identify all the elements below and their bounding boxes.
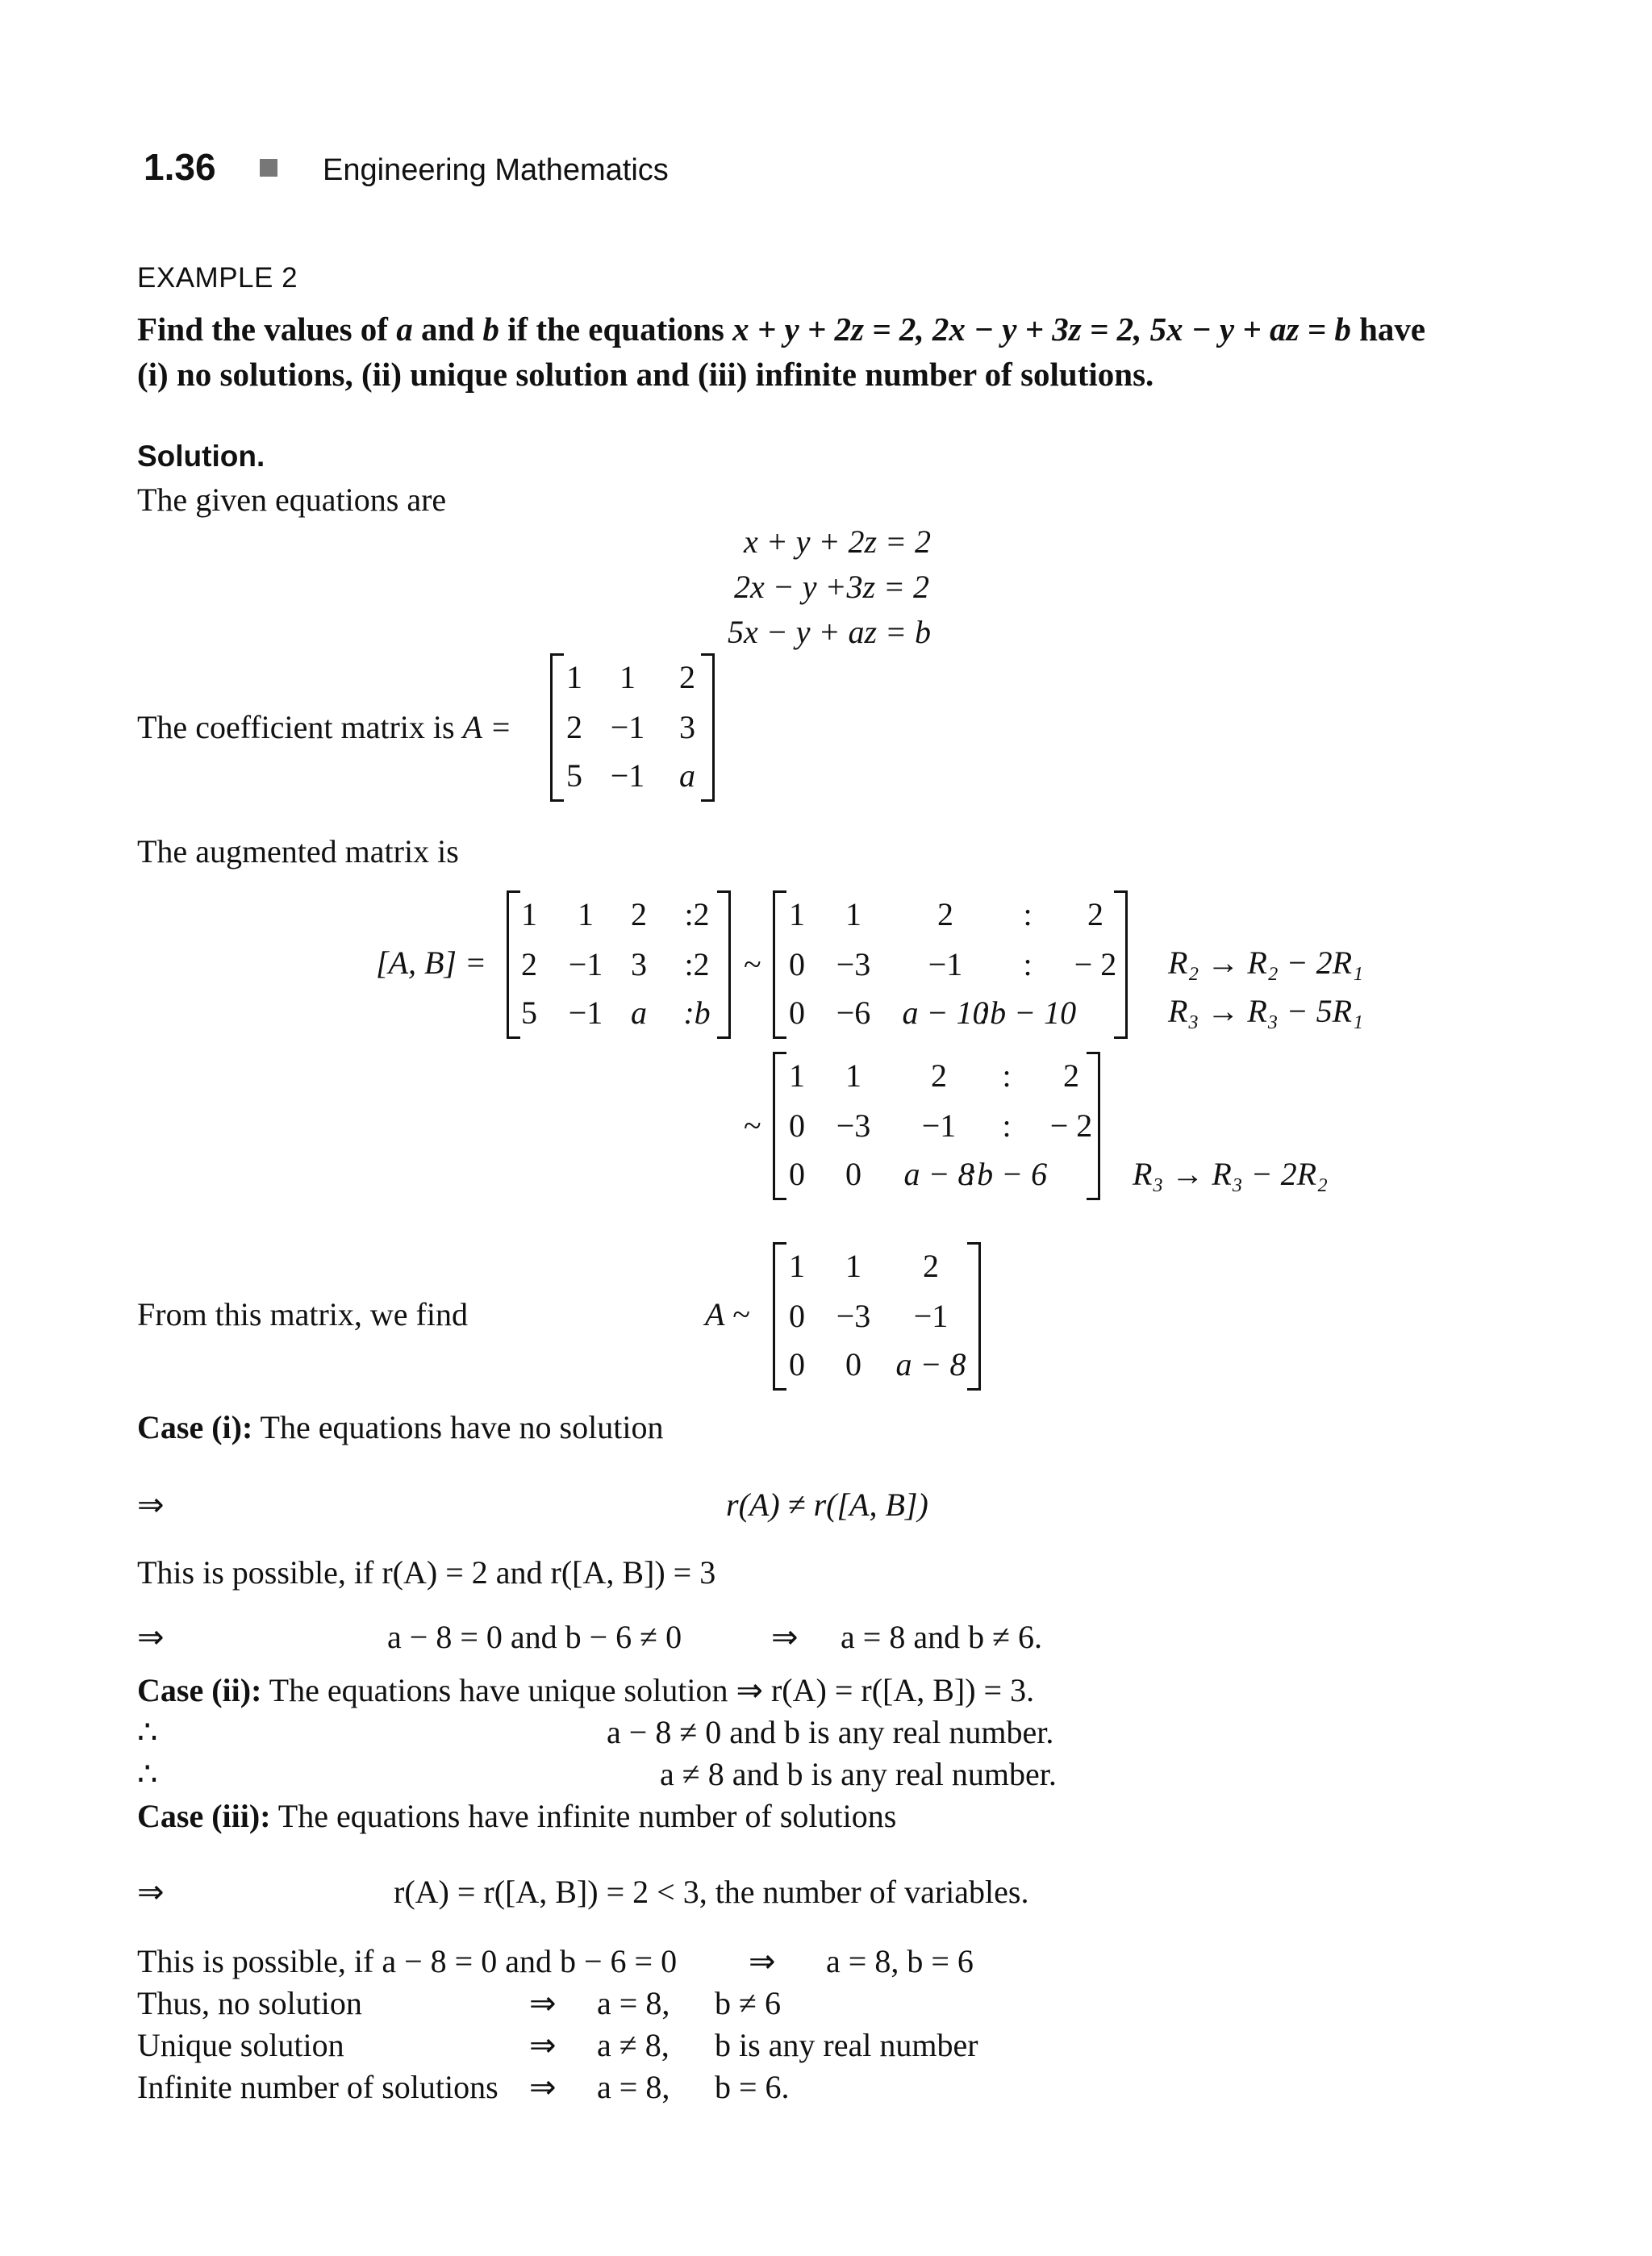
matrix-cell: : bbox=[1002, 1107, 1012, 1144]
matrix-cell: 0 bbox=[789, 1298, 805, 1334]
matrix-cell: a − 8 bbox=[903, 1156, 974, 1192]
matrix-cell: 2 bbox=[566, 709, 582, 745]
problem-line-1: Find the values of a and b if the equations x + y + 2z = 2, 2x − y + 3z = 2, 5x − y + az = b have bbox=[137, 311, 1426, 348]
matrix-cell: 3 bbox=[631, 946, 647, 982]
example-label: EXAMPLE 2 bbox=[137, 262, 298, 294]
matrix-cell: 5 bbox=[521, 995, 537, 1031]
matrix-cell: −3 bbox=[836, 1107, 871, 1144]
matrix-cell: 2 bbox=[679, 659, 695, 695]
matrix-cell: : bbox=[1023, 946, 1032, 982]
header-square-icon bbox=[260, 159, 277, 177]
case-3-result: a = 8, b = 6 bbox=[826, 1943, 974, 1979]
matrix-cell: 0 bbox=[789, 1346, 805, 1382]
matrix-cell: − 2 bbox=[1074, 946, 1117, 982]
matrix-cell: 2 bbox=[521, 946, 537, 982]
matrix-cell: 1 bbox=[789, 1057, 805, 1094]
row-operation-3: R₃ → R₃ − 2R₂ bbox=[1133, 1156, 1329, 1192]
reduced-matrix bbox=[773, 1242, 981, 1391]
matrix-cell: a bbox=[679, 757, 695, 794]
matrix-cell: 1 bbox=[566, 659, 582, 695]
summary-a-value: a = 8, bbox=[597, 1985, 670, 2021]
therefore-1: ∴ bbox=[137, 1714, 158, 1750]
matrix-cell: :2 bbox=[684, 896, 710, 932]
matrix-cell: :b − 6 bbox=[966, 1156, 1048, 1192]
equation-1: x + y + 2z = 2 bbox=[744, 523, 932, 560]
case-1-possible: This is possible, if r(A) = 2 and r([A, B]) = 3 bbox=[137, 1554, 716, 1591]
page-number: 1.36 bbox=[144, 146, 216, 188]
case-1-implies-3: ⇒ bbox=[771, 1619, 799, 1655]
matrix-cell: a − 8 bbox=[895, 1346, 966, 1382]
matrix-cell: : bbox=[1002, 1057, 1012, 1094]
summary-arrow: ⇒ bbox=[529, 1985, 557, 2021]
equation-3: 5x − y + az = b bbox=[728, 614, 932, 650]
augmented-label: The augmented matrix is bbox=[137, 833, 459, 869]
case-2-heading: Case (ii): The equations have unique solution ⇒ r(A) = r([A, B]) = 3. bbox=[137, 1672, 1035, 1708]
matrix-cell: 1 bbox=[845, 1057, 861, 1094]
summary-b-value: b ≠ 6 bbox=[715, 1985, 781, 2021]
matrix-cell: :b − 10 bbox=[978, 995, 1077, 1031]
row-operation-1: R₂ → R₂ − 2R₁ bbox=[1168, 945, 1364, 981]
matrix-cell: 1 bbox=[845, 896, 861, 932]
augmented-matrix-1 bbox=[507, 890, 731, 1039]
therefore-2: ∴ bbox=[137, 1756, 158, 1792]
equation-2: 2x − y +3z = 2 bbox=[734, 569, 930, 605]
matrix-cell: 5 bbox=[566, 757, 582, 794]
matrix-cell: 1 bbox=[789, 1248, 805, 1284]
matrix-cell: −1 bbox=[928, 946, 963, 982]
problem-line-2: (i) no solutions, (ii) unique solution and (iii) infinite number of solutions. bbox=[137, 356, 1154, 393]
matrix-cell: a − 10 bbox=[902, 995, 989, 1031]
solution-intro: The given equations are bbox=[137, 482, 447, 518]
reduced-lhs: A ~ bbox=[705, 1296, 750, 1332]
case-1-result: a = 8 and b ≠ 6. bbox=[841, 1619, 1043, 1655]
case-3-implies: ⇒ bbox=[137, 1874, 165, 1910]
summary-a-value: a = 8, bbox=[597, 2069, 670, 2105]
matrix-cell: −6 bbox=[836, 995, 871, 1031]
problem-equations: x + y + 2z = 2, 2x − y + 3z = 2, 5x − y + az = b bbox=[732, 311, 1351, 348]
matrix-cell: −1 bbox=[610, 757, 645, 794]
case-1-line: a − 8 = 0 and b − 6 ≠ 0 bbox=[387, 1619, 682, 1655]
matrix-cell: −1 bbox=[921, 1107, 957, 1144]
case-1-implies: ⇒ bbox=[137, 1487, 165, 1523]
solution-label: Solution. bbox=[137, 440, 265, 473]
case-3-possible: This is possible, if a − 8 = 0 and b − 6 = 0 bbox=[137, 1943, 678, 1979]
matrix-cell: 1 bbox=[578, 896, 594, 932]
matrix-cell: 0 bbox=[789, 1107, 805, 1144]
matrix-cell: − 2 bbox=[1049, 1107, 1093, 1144]
matrix-cell: −1 bbox=[610, 709, 645, 745]
summary-arrow: ⇒ bbox=[529, 2027, 557, 2063]
matrix-cell: 2 bbox=[1063, 1057, 1079, 1094]
matrix-cell: 1 bbox=[845, 1248, 861, 1284]
case-2-line-1: a − 8 ≠ 0 and b is any real number. bbox=[607, 1714, 1054, 1750]
case-2-line-2: a ≠ 8 and b is any real number. bbox=[660, 1756, 1057, 1792]
matrix-cell: 0 bbox=[789, 946, 805, 982]
matrix-cell: 0 bbox=[845, 1156, 861, 1192]
case-3-condition: r(A) = r([A, B]) = 2 < 3, the number of variables. bbox=[394, 1874, 1029, 1910]
summary-label: Unique solution bbox=[137, 2027, 344, 2063]
matrix-cell: 1 bbox=[789, 896, 805, 932]
matrix-cell: 2 bbox=[931, 1057, 947, 1094]
matrix-cell: 2 bbox=[631, 896, 647, 932]
augmented-matrix-3 bbox=[773, 1052, 1100, 1200]
matrix-cell: : bbox=[1023, 896, 1032, 932]
summary-label: Infinite number of solutions bbox=[137, 2069, 499, 2105]
tilde-2: ~ bbox=[744, 1107, 761, 1144]
row-operation-2: R₃ → R₃ − 5R₁ bbox=[1168, 993, 1364, 1029]
matrix-cell: −1 bbox=[913, 1298, 949, 1334]
matrix-cell: −3 bbox=[836, 946, 871, 982]
matrix-cell: 2 bbox=[923, 1248, 939, 1284]
summary-b-value: b = 6. bbox=[715, 2069, 790, 2105]
coefficient-label: The coefficient matrix is A = bbox=[137, 709, 512, 745]
matrix-cell: 0 bbox=[845, 1346, 861, 1382]
matrix-cell: −1 bbox=[568, 995, 603, 1031]
case-1-heading: Case (i): The equations have no solution bbox=[137, 1409, 664, 1445]
matrix-cell: 1 bbox=[521, 896, 537, 932]
matrix-cell: :b bbox=[683, 995, 711, 1031]
find-label: From this matrix, we find bbox=[137, 1296, 468, 1332]
augmented-matrix-2 bbox=[773, 890, 1128, 1039]
matrix-cell: :2 bbox=[684, 946, 710, 982]
matrix-cell: 1 bbox=[620, 659, 636, 695]
matrix-cell: 0 bbox=[789, 995, 805, 1031]
augmented-lhs: [A, B] = bbox=[376, 945, 486, 981]
summary-label: Thus, no solution bbox=[137, 1985, 362, 2021]
case-3-implies-2: ⇒ bbox=[749, 1943, 776, 1979]
matrix-cell: 3 bbox=[679, 709, 695, 745]
case-1-condition: r(A) ≠ r([A, B]) bbox=[726, 1487, 928, 1523]
summary-b-value: b is any real number bbox=[715, 2027, 978, 2063]
case-1-implies-2: ⇒ bbox=[137, 1619, 165, 1655]
case-3-heading: Case (iii): The equations have infinite number of solutions bbox=[137, 1798, 897, 1834]
matrix-cell: 0 bbox=[789, 1156, 805, 1192]
matrix-cell: −1 bbox=[568, 946, 603, 982]
matrix-cell: 2 bbox=[937, 896, 953, 932]
matrix-cell: 2 bbox=[1087, 896, 1103, 932]
matrix-cell: −3 bbox=[836, 1298, 871, 1334]
book-title: Engineering Mathematics bbox=[323, 153, 669, 187]
tilde-1: ~ bbox=[744, 946, 761, 982]
summary-a-value: a ≠ 8, bbox=[597, 2027, 670, 2063]
coefficient-matrix bbox=[550, 653, 715, 802]
summary-arrow: ⇒ bbox=[529, 2069, 557, 2105]
matrix-cell: a bbox=[631, 995, 647, 1031]
